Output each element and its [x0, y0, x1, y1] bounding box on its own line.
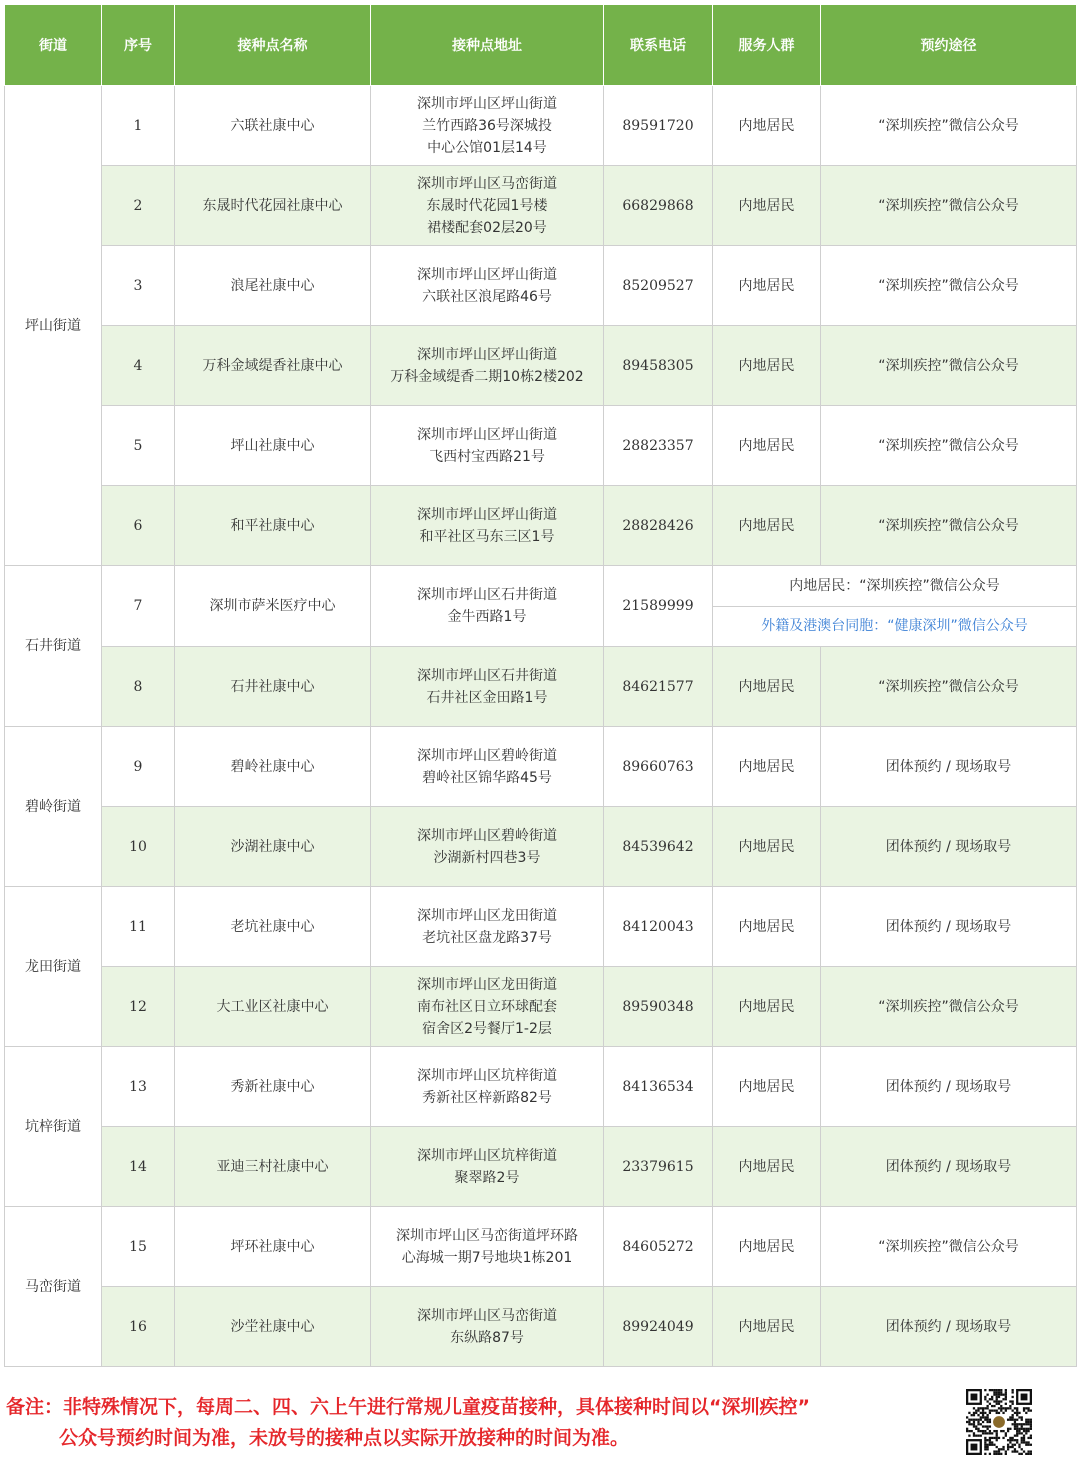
- site-name-cell: 东晟时代花园社康中心: [175, 166, 371, 246]
- table-row: [5, 807, 1077, 887]
- service-group-cell: 内地居民: [713, 1127, 821, 1207]
- table-row: [5, 727, 1077, 807]
- site-name-cell: 秀新社康中心: [175, 1047, 371, 1127]
- booking-method-cell: “深圳疾控”微信公众号: [821, 326, 1077, 406]
- seq-cell: 16: [102, 1287, 175, 1367]
- address-cell: 深圳市坪山区坑梓街道 聚翠路2号: [371, 1127, 604, 1207]
- phone-cell: 84120043: [604, 887, 713, 967]
- site-name-cell: 浪尾社康中心: [175, 246, 371, 326]
- seq-cell: 3: [102, 246, 175, 326]
- booking-method-cell: “深圳疾控”微信公众号: [821, 486, 1077, 566]
- phone-cell: 85209527: [604, 246, 713, 326]
- table-row: [5, 86, 1077, 166]
- address-cell: 深圳市坪山区马峦街道坪环路 心海城一期7号地块1栋201: [371, 1207, 604, 1287]
- seq-cell: 1: [102, 86, 175, 166]
- site-name-cell: 深圳市萨米医疗中心: [175, 566, 371, 647]
- col-header-phone: 联系电话: [604, 5, 713, 86]
- site-name-cell: 老坑社康中心: [175, 887, 371, 967]
- phone-cell: 89924049: [604, 1287, 713, 1367]
- table-row: [5, 246, 1077, 326]
- table-row: [5, 887, 1077, 967]
- col-header-address: 接种点地址: [371, 5, 604, 86]
- table-row: [5, 1207, 1077, 1287]
- booking-method-cell: 团体预约 / 现场取号: [821, 727, 1077, 807]
- address-cell: 深圳市坪山区石井街道 石井社区金田路1号: [371, 647, 604, 727]
- booking-method-cell: “深圳疾控”微信公众号: [821, 246, 1077, 326]
- address-cell: 深圳市坪山区坪山街道 六联社区浪尾路46号: [371, 246, 604, 326]
- booking-method-cell: “深圳疾控”微信公众号: [821, 86, 1077, 166]
- booking-method-cell: “深圳疾控”微信公众号: [821, 166, 1077, 246]
- seq-cell: 9: [102, 727, 175, 807]
- phone-cell: 28823357: [604, 406, 713, 486]
- service-group-cell: 内地居民: [713, 166, 821, 246]
- service-group-cell: 内地居民: [713, 1207, 821, 1287]
- address-cell: 深圳市坪山区马峦街道 东晟时代花园1号楼 裙楼配套02层20号: [371, 166, 604, 246]
- site-name-cell: 六联社康中心: [175, 86, 371, 166]
- service-group-cell: 内地居民: [713, 727, 821, 807]
- site-name-cell: 沙坣社康中心: [175, 1287, 371, 1367]
- booking-method-cell: “深圳疾控”微信公众号: [821, 647, 1077, 727]
- table-row: [5, 967, 1077, 1047]
- phone-cell: 28828426: [604, 486, 713, 566]
- site-name-cell: 坪环社康中心: [175, 1207, 371, 1287]
- address-cell: 深圳市坪山区马峦街道 东纵路87号: [371, 1287, 604, 1367]
- seq-cell: 14: [102, 1127, 175, 1207]
- col-header-name: 接种点名称: [175, 5, 371, 86]
- site-name-cell: 沙湖社康中心: [175, 807, 371, 887]
- address-cell: 深圳市坪山区龙田街道 老坑社区盘龙路37号: [371, 887, 604, 967]
- footnote-line-2: 公众号预约时间为准，未放号的接种点以实际开放接种的时间为准。: [59, 1427, 630, 1449]
- seq-cell: 11: [102, 887, 175, 967]
- seq-cell: 5: [102, 406, 175, 486]
- address-cell: 深圳市坪山区坑梓街道 秀新社区梓新路82号: [371, 1047, 604, 1127]
- service-group-cell: 内地居民: [713, 647, 821, 727]
- address-cell: 深圳市坪山区坪山街道 飞西村宝西路21号: [371, 406, 604, 486]
- site-name-cell: 和平社康中心: [175, 486, 371, 566]
- table-body: [5, 86, 1077, 1367]
- street-name-cell: 龙田街道: [5, 887, 102, 1047]
- table-row: [5, 647, 1077, 727]
- phone-cell: 84539642: [604, 807, 713, 887]
- address-cell: 深圳市坪山区坪山街道 兰竹西路36号深城投 中心公馆01层14号: [371, 86, 604, 166]
- table-row: [5, 1127, 1077, 1207]
- phone-cell: 66829868: [604, 166, 713, 246]
- address-cell: 深圳市坪山区坪山街道 万科金域缇香二期10栋2楼202: [371, 326, 604, 406]
- seq-cell: 6: [102, 486, 175, 566]
- service-group-cell: 内地居民: [713, 887, 821, 967]
- site-name-cell: 坪山社康中心: [175, 406, 371, 486]
- booking-mainland: 内地居民：“深圳疾控”微信公众号: [713, 566, 1076, 607]
- table-row: [5, 1287, 1077, 1367]
- phone-cell: 89590348: [604, 967, 713, 1047]
- service-group-cell: 内地居民: [713, 1047, 821, 1127]
- booking-foreign: 外籍及港澳台同胞：“健康深圳”微信公众号: [761, 618, 1028, 635]
- service-group-cell: 内地居民: [713, 486, 821, 566]
- table-row: [5, 486, 1077, 566]
- address-cell: 深圳市坪山区石井街道 金牛西路1号: [371, 566, 604, 647]
- street-name-cell: 马峦街道: [5, 1207, 102, 1367]
- phone-cell: 84136534: [604, 1047, 713, 1127]
- phone-cell: 89458305: [604, 326, 713, 406]
- seq-cell: 7: [102, 566, 175, 647]
- seq-cell: 4: [102, 326, 175, 406]
- seq-cell: 12: [102, 967, 175, 1047]
- street-name-cell: 坪山街道: [5, 86, 102, 566]
- table-row: [5, 166, 1077, 246]
- booking-split-cell: [713, 566, 1077, 647]
- table-row: [5, 566, 1077, 647]
- seq-cell: 10: [102, 807, 175, 887]
- service-group-cell: 内地居民: [713, 1287, 821, 1367]
- seq-cell: 8: [102, 647, 175, 727]
- service-group-cell: 内地居民: [713, 86, 821, 166]
- seq-cell: 2: [102, 166, 175, 246]
- phone-cell: 89660763: [604, 727, 713, 807]
- booking-split: [713, 566, 1076, 646]
- phone-cell: 84621577: [604, 647, 713, 727]
- address-cell: 深圳市坪山区龙田街道 南布社区日立环球配套 宿舍区2号餐厅1-2层: [371, 967, 604, 1047]
- street-name-cell: 石井街道: [5, 566, 102, 727]
- service-group-cell: 内地居民: [713, 807, 821, 887]
- site-name-cell: 大工业区社康中心: [175, 967, 371, 1047]
- site-name-cell: 石井社康中心: [175, 647, 371, 727]
- seq-cell: 13: [102, 1047, 175, 1127]
- address-cell: 深圳市坪山区坪山街道 和平社区马东三区1号: [371, 486, 604, 566]
- seq-cell: 15: [102, 1207, 175, 1287]
- address-cell: 深圳市坪山区碧岭街道 沙湖新村四巷3号: [371, 807, 604, 887]
- footnote: [6, 1392, 946, 1454]
- table-row: [5, 1047, 1077, 1127]
- qr-code-icon: [966, 1389, 1032, 1455]
- col-header-booking: 预约途径: [821, 5, 1077, 86]
- street-name-cell: 碧岭街道: [5, 727, 102, 887]
- footnote-line-1: 备注：非特殊情况下，每周二、四、六上午进行常规儿童疫苗接种，具体接种时间以“深圳疾控”: [6, 1396, 810, 1418]
- col-header-seq: 序号: [102, 5, 175, 86]
- site-name-cell: 亚迪三村社康中心: [175, 1127, 371, 1207]
- col-header-group: 服务人群: [713, 5, 821, 86]
- site-name-cell: 万科金域缇香社康中心: [175, 326, 371, 406]
- phone-cell: 21589999: [604, 566, 713, 647]
- address-cell: 深圳市坪山区碧岭街道 碧岭社区锦华路45号: [371, 727, 604, 807]
- phone-cell: 89591720: [604, 86, 713, 166]
- table-row: [5, 326, 1077, 406]
- booking-method-cell: 团体预约 / 现场取号: [821, 1287, 1077, 1367]
- booking-method-cell: 团体预约 / 现场取号: [821, 1047, 1077, 1127]
- booking-method-cell: “深圳疾控”微信公众号: [821, 967, 1077, 1047]
- col-header-street: 街道: [5, 5, 102, 86]
- vaccination-sites-table: [4, 4, 1077, 1367]
- service-group-cell: 内地居民: [713, 326, 821, 406]
- site-name-cell: 碧岭社康中心: [175, 727, 371, 807]
- table-header-row: [5, 5, 1077, 86]
- phone-cell: 23379615: [604, 1127, 713, 1207]
- service-group-cell: 内地居民: [713, 406, 821, 486]
- booking-method-cell: “深圳疾控”微信公众号: [821, 1207, 1077, 1287]
- phone-cell: 84605272: [604, 1207, 713, 1287]
- table-row: [5, 406, 1077, 486]
- booking-method-cell: 团体预约 / 现场取号: [821, 887, 1077, 967]
- street-name-cell: 坑梓街道: [5, 1047, 102, 1207]
- booking-method-cell: 团体预约 / 现场取号: [821, 1127, 1077, 1207]
- service-group-cell: 内地居民: [713, 246, 821, 326]
- booking-method-cell: 团体预约 / 现场取号: [821, 807, 1077, 887]
- booking-method-cell: “深圳疾控”微信公众号: [821, 406, 1077, 486]
- service-group-cell: 内地居民: [713, 967, 821, 1047]
